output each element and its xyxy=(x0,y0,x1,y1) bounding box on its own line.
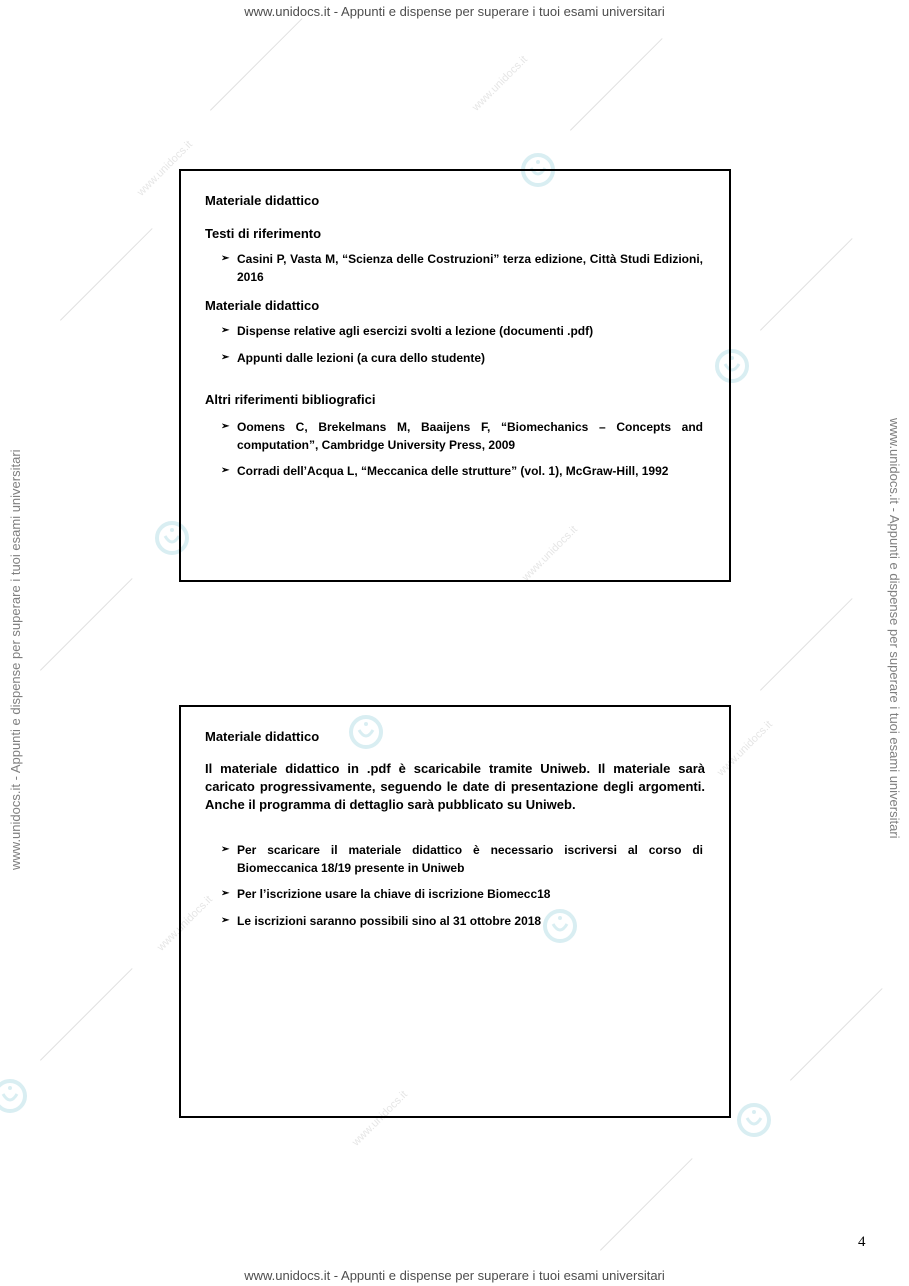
slide-title: Materiale didattico xyxy=(205,193,320,208)
watermark-line xyxy=(60,228,153,321)
watermark-line xyxy=(790,988,883,1081)
list-item xyxy=(217,912,703,930)
list-item-text: Per l’iscrizione usare la chiave di iscrizione Biomecc18 xyxy=(237,887,551,901)
watermark-text: www.unidocs.it xyxy=(520,523,580,584)
watermark-line xyxy=(210,18,303,111)
list-item-text: Corradi dell’Acqua L, “Meccanica delle strutture” (vol. 1), McGraw-Hill, 1992 xyxy=(237,464,669,478)
bullet-arrow-icon: ➢ xyxy=(221,421,230,432)
watermark-line xyxy=(760,238,853,331)
slide-2 xyxy=(179,705,731,1118)
list-item-text: Per scaricare il materiale didattico è necessario iscriversi al corso di Biomeccanica 18/19 presente in Uniweb xyxy=(237,843,703,875)
section-heading: Testi di riferimento xyxy=(205,226,322,241)
list-item-text: Oomens C, Brekelmans M, Baaijens F, “Biomechanics – Concepts and computation”, Cambridge University Press, 2009 xyxy=(237,420,703,452)
watermark-text: www.unidocs.it xyxy=(350,1088,410,1149)
watermark-line xyxy=(600,1158,693,1251)
watermark-line xyxy=(760,598,853,691)
page-number: 4 xyxy=(858,1234,866,1250)
bullet-arrow-icon: ➢ xyxy=(221,888,230,899)
bullet-arrow-icon: ➢ xyxy=(221,253,230,264)
watermark-text: www.unidocs.it xyxy=(155,893,215,954)
section-heading: Materiale didattico xyxy=(205,298,320,313)
watermark-text: www.unidocs.it xyxy=(470,53,530,114)
section-heading: Altri riferimenti bibliografici xyxy=(205,392,376,407)
right-side-banner: www.unidocs.it - Appunti e dispense per superare i tuoi esami universitari xyxy=(887,418,902,839)
left-side-banner: www.unidocs.it - Appunti e dispense per superare i tuoi esami universitari xyxy=(8,449,23,870)
watermark-line xyxy=(40,578,133,671)
list-item xyxy=(217,250,703,286)
unidocs-logo-icon xyxy=(734,1100,774,1140)
bottom-banner: www.unidocs.it - Appunti e dispense per superare i tuoi esami universitari xyxy=(244,1268,665,1283)
watermark-text: www.unidocs.it xyxy=(715,718,775,779)
watermark-line xyxy=(570,38,663,131)
list-item-text: Le iscrizioni saranno possibili sino al 31 ottobre 2018 xyxy=(237,914,542,928)
list-item-text: Casini P, Vasta M, “Scienza delle Costruzioni” terza edizione, Città Studi Edizioni, 2016 xyxy=(237,252,703,284)
slide-1 xyxy=(179,169,731,582)
list-item xyxy=(217,349,703,367)
bullet-arrow-icon: ➢ xyxy=(221,844,230,855)
list-item xyxy=(217,462,703,480)
bullet-arrow-icon: ➢ xyxy=(221,915,230,926)
slide-title: Materiale didattico xyxy=(205,729,320,744)
list-item xyxy=(217,322,703,340)
bullet-arrow-icon: ➢ xyxy=(221,352,230,363)
list-item xyxy=(217,841,703,877)
list-item xyxy=(217,885,703,903)
watermark-text: www.unidocs.it xyxy=(135,138,195,199)
list-item-text: Appunti dalle lezioni (a cura dello studente) xyxy=(237,351,486,365)
list-item-text: Dispense relative agli esercizi svolti a lezione (documenti .pdf) xyxy=(237,324,594,338)
top-banner: www.unidocs.it - Appunti e dispense per superare i tuoi esami universitari xyxy=(244,4,665,19)
bullet-arrow-icon: ➢ xyxy=(221,325,230,336)
slide-paragraph: Il materiale didattico in .pdf è scaricabile tramite Uniweb. Il materiale sarà caricato progressivamente, seguendo le date di presentazione degli argomenti. Anche il programma di dettaglio sarà pubblicato su Uniweb. xyxy=(205,761,705,812)
unidocs-logo-icon xyxy=(0,1076,30,1116)
watermark-line xyxy=(40,968,133,1061)
list-item xyxy=(217,418,703,454)
bullet-arrow-icon: ➢ xyxy=(221,465,230,476)
